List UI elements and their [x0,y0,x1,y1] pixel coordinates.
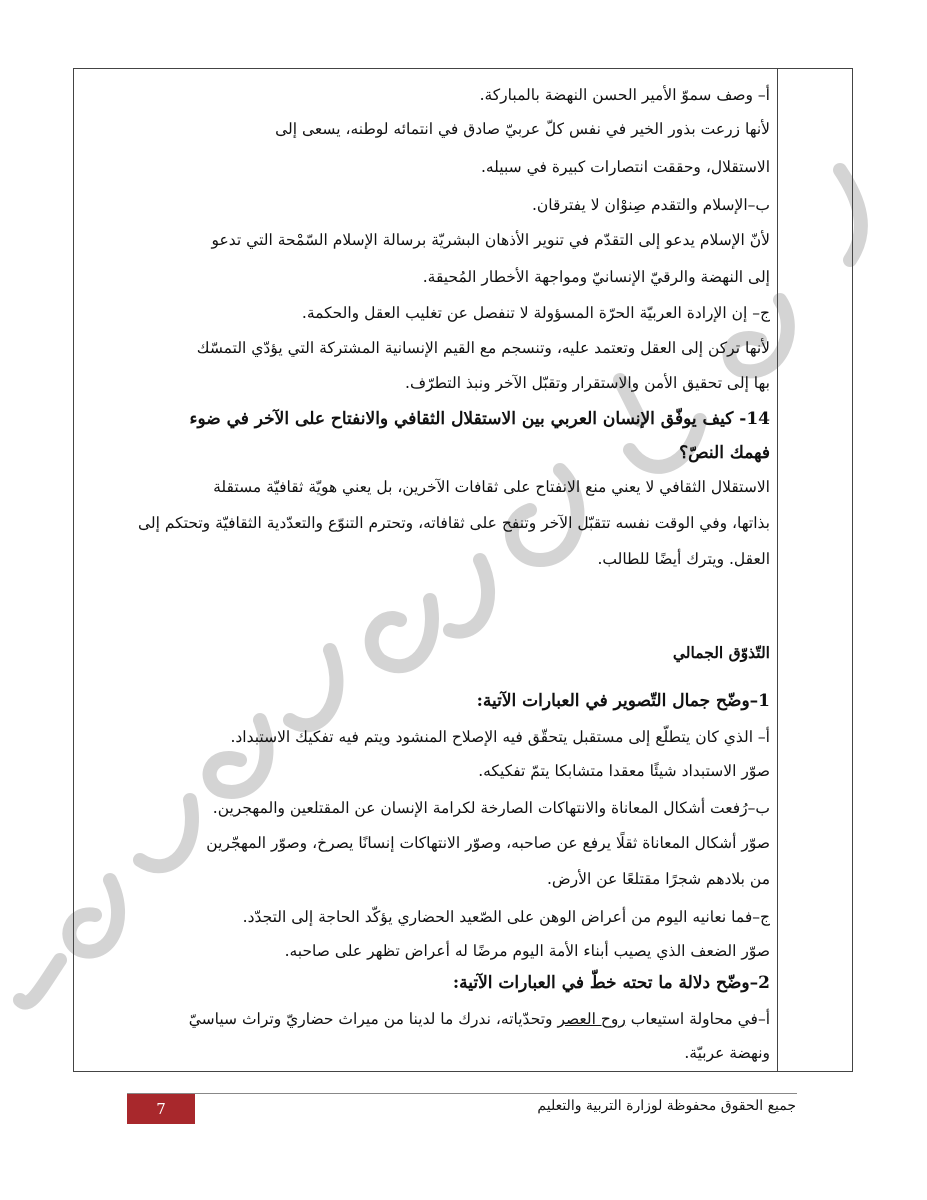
copyright-notice: جميع الحقوق محفوظة لوزارة التربية والتعليم [537,1098,796,1114]
question-1-line: صوّر الاستبداد شيئًا معقدا متشابكا يتمّ تفكيكه. [478,762,770,780]
footer-rule [127,1093,797,1094]
question-14-cont: فهمك النصّ؟ [679,443,770,463]
question-2-line: ونهضة عربيّة. [684,1044,770,1062]
answer-line: أ– وصف سموّ الأمير الحسن النهضة بالمباركة. [479,86,770,104]
answer-14-line: بذاتها، وفي الوقت نفسه تتقبّل الآخر وتنفح على ثقافاته، وتحترم التنوّع والتعدّدية الثقافيّة وتحتكم إلى [137,514,770,532]
question-1-line: ب–رُفعت أشكال المعاناة والانتهاكات الصارخة لكرامة الإنسان عن المقتلعين والمهجرين. [212,799,770,817]
q2-pre: أ–في محاولة استيعاب [625,1010,770,1028]
section-title: التّذوّق الجمالي [672,643,770,662]
answer-14-line: الاستقلال الثقافي لا يعني منع الانفتاح على ثقافات الآخرين، بل يعني هويّة ثقافيّة مستقلة [213,478,770,496]
answer-14-line: العقل. ويترك أيضًا للطالب. [597,550,770,568]
question-2-title: 2–وضّح دلالة ما تحته خطّ في العبارات الآتية: [452,973,770,993]
page-footer [0,1090,927,1130]
answer-line: لأنها تركن إلى العقل وتعتمد عليه، وتنسجم مع القيم الإنسانية المشتركة التي يؤدّي التمسّك [196,339,770,357]
question-1-line: صوّر الضعف الذي يصيب أبناء الأمة اليوم مرضًا له أعراض تظهر على صاحبه. [284,942,770,960]
answer-line: ج– إن الإرادة العربيّة الحرّة المسؤولة لا تنفصل عن تغليب العقل والحكمة. [301,304,770,322]
question-1-title: 1–وضّح جمال التّصوير في العبارات الآتية: [476,691,770,711]
question-1-line: من بلادهم شجرًا مقتلعًا عن الأرض. [546,870,770,888]
column-divider [777,69,778,1071]
answer-line: ب–الإسلام والتقدم صِنوْان لا يفترقان. [532,196,770,214]
page-number: 7 [127,1094,195,1124]
question-1-line: صوّر أشكال المعاناة ثقلًا يرفع عن صاحبه، وصوّر الانتهاكات إنسانًا يصرخ، وصوّر المهجّرين [206,834,770,852]
answer-line: لأنّ الإسلام يدعو إلى التقدّم في تنوير الأذهان البشريّة برسالة الإسلام السّمْحة التي تدعو [211,231,770,249]
question-2-line [82,1007,770,1031]
q2-underlined-phrase: روح العصر [557,1010,626,1028]
content-frame [73,68,853,1072]
answer-line: إلى النهضة والرقيّ الإنسانيّ ومواجهة الأخطار المُحيقة. [422,268,770,286]
q2-post: وتحدّياته، ندرك ما لدينا من ميراث حضاريّ وتراث سياسيّ [188,1010,558,1028]
question-14: 14- كيف يوفّق الإنسان العربي بين الاستقلال الثقافي والانفتاح على الآخر في ضوء [189,409,770,429]
question-1-line: ج–فما نعانيه اليوم من أعراض الوهن على الصّعيد الحضاري يؤكّد الحاجة إلى التجدّد. [242,908,770,926]
question-1-line: أ– الذي كان يتطلّع إلى مستقبل يتحقّق فيه الإصلاح المنشود ويتم فيه تفكيك الاستبداد. [230,728,770,746]
answer-line: لأنها زرعت بذور الخير في نفس كلّ عربيّ صادق في انتمائه لوطنه، يسعى إلى [275,120,770,138]
answer-line: بها إلى تحقيق الأمن والاستقرار وتقبّل الآخر ونبذ التطرّف. [405,374,770,392]
answer-line: الاستقلال، وحققت انتصارات كبيرة في سبيله. [480,158,770,176]
